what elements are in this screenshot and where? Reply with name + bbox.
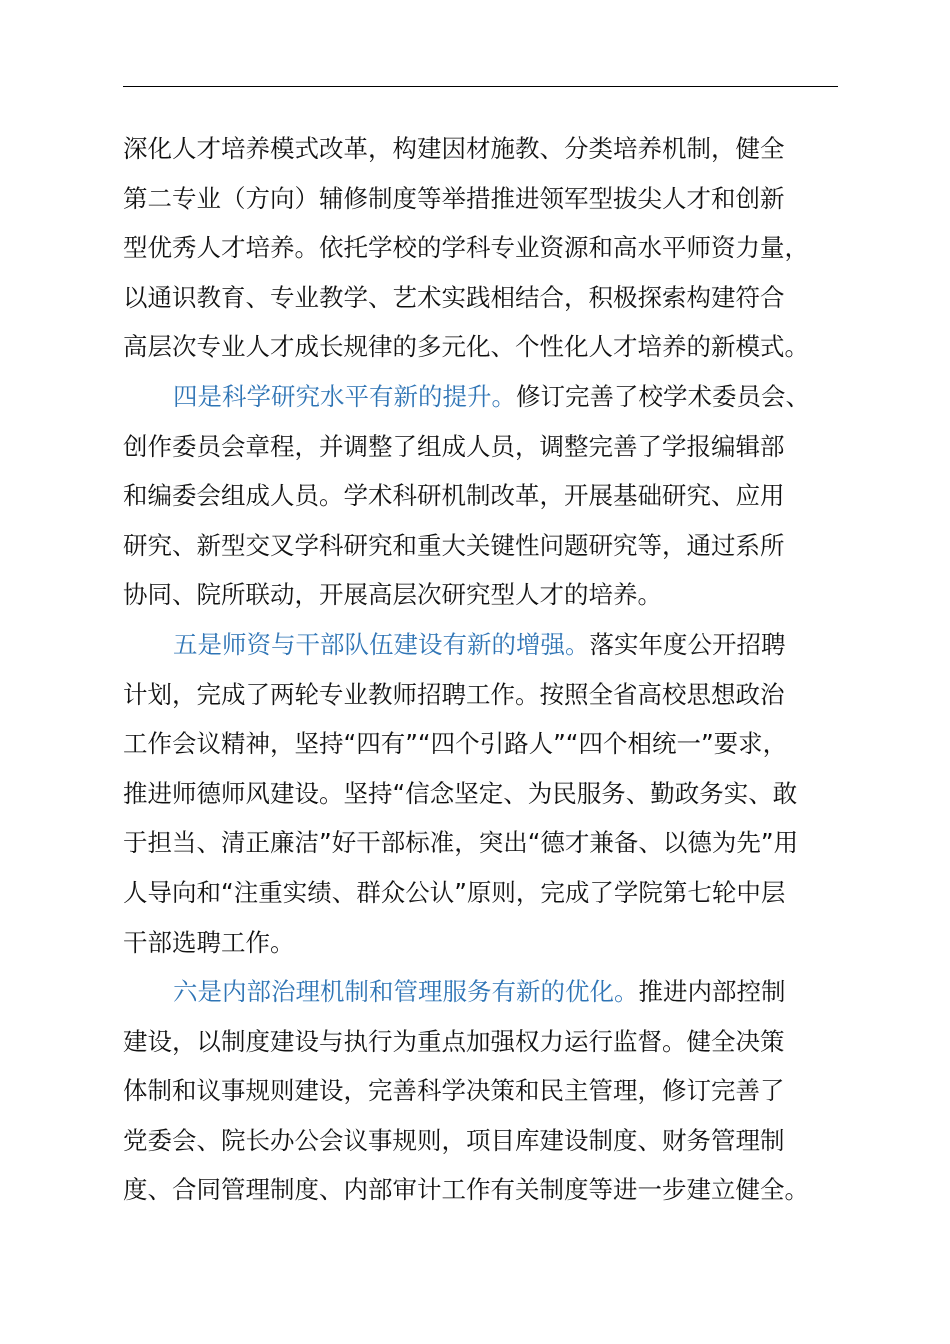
text-line: 体制和议事规则建设，完善科学决策和民主管理，修订完善了 xyxy=(123,1076,785,1106)
text-line: 以通识教育、专业教学、艺术实践相结合，积极探索构建符合 xyxy=(123,282,785,312)
text-line: 和编委会组成人员。学术科研机制改革，开展基础研究、应用 xyxy=(123,481,785,511)
paragraph-talent-cultivation xyxy=(123,124,845,372)
text-line: 深化人才培养模式改革，构建因材施教、分类培养机制，健全 xyxy=(123,134,785,163)
text-line: 推进师德师风建设。坚持“信念坚定、为民服务、勤政务实、敢 xyxy=(123,778,798,808)
text-line: 于担当、清正廉洁”好干部标准，突出“德才兼备、以德为先”用 xyxy=(123,828,799,858)
document-body xyxy=(123,124,845,1215)
header-rule xyxy=(123,86,838,87)
text-line: 型优秀人才培养。依托学校的学科专业资源和高水平师资力量， xyxy=(123,233,809,263)
text-line: 协同、院所联动，开展高层次研究型人才的培养。 xyxy=(123,580,662,610)
section-heading: 四是科学研究水平有新的提升。 xyxy=(173,381,516,411)
text-line: 高层次专业人才成长规律的多元化、个性化人才培养的新模式。 xyxy=(123,332,809,362)
text-line: 党委会、院长办公会议事规则，项目库建设制度、财务管理制 xyxy=(123,1125,785,1155)
text-span: 修订完善了校学术委员会、 xyxy=(516,381,810,411)
text-line-first xyxy=(123,967,845,1017)
section-heading: 五是师资与干部队伍建设有新的增强。 xyxy=(173,629,590,659)
text-line: 创作委员会章程，并调整了组成人员，调整完善了学报编辑部 xyxy=(123,431,785,461)
text-line: 人导向和“注重实绩、群众公认”原则，完成了学院第七轮中层 xyxy=(123,877,786,907)
text-line: 干部选聘工作。 xyxy=(123,927,295,957)
text-line-first xyxy=(123,620,845,670)
text-line: 研究、新型交叉学科研究和重大关键性问题研究等，通过系所 xyxy=(123,530,785,560)
text-line: 建设，以制度建设与执行为重点加强权力运行监督。健全决策 xyxy=(123,1026,785,1056)
text-line: 计划，完成了两轮专业教师招聘工作。按照全省高校思想政治 xyxy=(123,679,785,709)
text-line: 第二专业（方向）辅修制度等举措推进领军型拔尖人才和创新 xyxy=(123,183,785,213)
text-line-first xyxy=(123,372,845,422)
text-span: 落实年度公开招聘 xyxy=(589,629,786,659)
text-span: 推进内部控制 xyxy=(638,977,786,1007)
paragraph-governance xyxy=(123,967,845,1215)
paragraph-research xyxy=(123,372,845,620)
section-heading: 六是内部治理机制和管理服务有新的优化。 xyxy=(173,977,639,1007)
paragraph-faculty xyxy=(123,620,845,967)
text-line: 工作会议精神，坚持“四有”“四个引路人”“四个相统一”要求， xyxy=(123,729,788,759)
text-line: 度、合同管理制度、内部审计工作有关制度等进一步建立健全。 xyxy=(123,1175,809,1205)
